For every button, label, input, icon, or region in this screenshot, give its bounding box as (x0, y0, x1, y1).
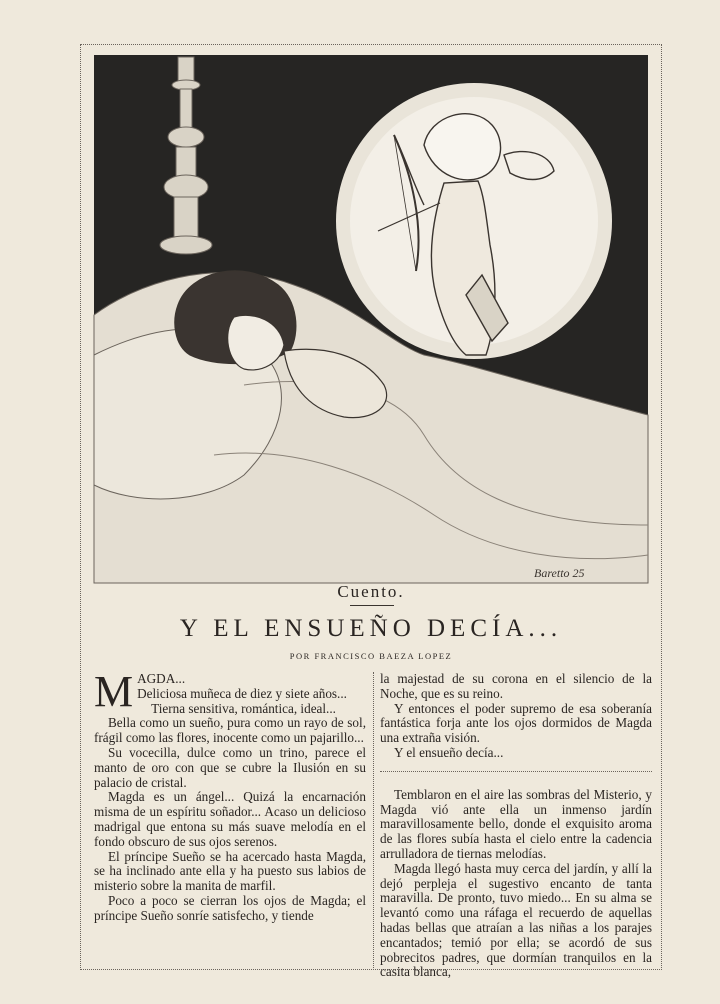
section-rule (350, 605, 394, 606)
paragraph: Deliciosa muñeca de diez y siete años... (137, 685, 347, 701)
article-byline: POR FRANCISCO BAEZA LOPEZ (289, 651, 453, 661)
paragraph: Su vocecilla, dulce como un trino, parece el manto de oro con que se cubre la Ilusión en su palacio de cristal. (94, 744, 366, 790)
paragraph: Bella como un sueño, pura como un rayo de sol, frágil como las flores, inocente como un pajarillo... (94, 715, 366, 746)
section-label: Cuento. (337, 582, 405, 601)
story-illustration (94, 55, 648, 583)
paragraph: Magda llegó hasta muy cerca del jardín, y allí la dejó perpleja el sugestivo encanto de tanta maravilla. De pronto, tuvo miedo... En su alma se levantó como una ráfaga el recuerdo de aquellas hadas bellas que atraían a las niñas a los parajes encantados; temió por ella; se acordó de sus pobrecitos padres, que dormían tranquilos en la casita blanca, (380, 860, 652, 980)
paragraph: MAGDA... (94, 667, 186, 716)
paragraph: Poco a poco se cierran los ojos de Magda; el príncipe Sueño sonríe satisfecho, y tiende (94, 892, 366, 923)
right-column (380, 671, 652, 980)
column-divider (373, 672, 374, 968)
left-column (94, 667, 366, 968)
paragraph: El príncipe Sueño se ha acercado hasta Magda, se ha inclinado ante ella y ha puesto sus labios de misterio sobre la manita de marfil. (94, 848, 366, 894)
paragraph: Y el ensueño decía... (394, 744, 504, 760)
paragraph: Magda es un ángel... Quizá la encarnación misma de un espíritu soñador... Acaso un delicioso madrigal que entona su más suave melodía en el fondo obscuro de sus ojos serenos. (94, 789, 366, 849)
article-title: Y EL ENSUEÑO DECÍA... (179, 615, 563, 642)
drop-cap: M (94, 667, 134, 716)
paragraph: Y entonces el poder supremo de esa soberanía fantástica forja ante los ojos dormidos de Magda una extraña visión. (380, 700, 652, 746)
section-break (380, 771, 652, 772)
paragraph: la majestad de su corona en el silencio de la Noche, que es su reino. (380, 671, 652, 701)
paragraph: Tierna sensitiva, romántica, ideal... (151, 700, 336, 716)
illustration-signature: Baretto 25 (534, 566, 585, 580)
paragraph: Temblaron en el aire las sombras del Misterio, y Magda vió ante ella un inmenso jardín maravillosamente bello, donde el exquisito aroma de las flores subía hasta el cielo entre la cadencia arrulladora de tiernas melodías. (380, 786, 652, 861)
